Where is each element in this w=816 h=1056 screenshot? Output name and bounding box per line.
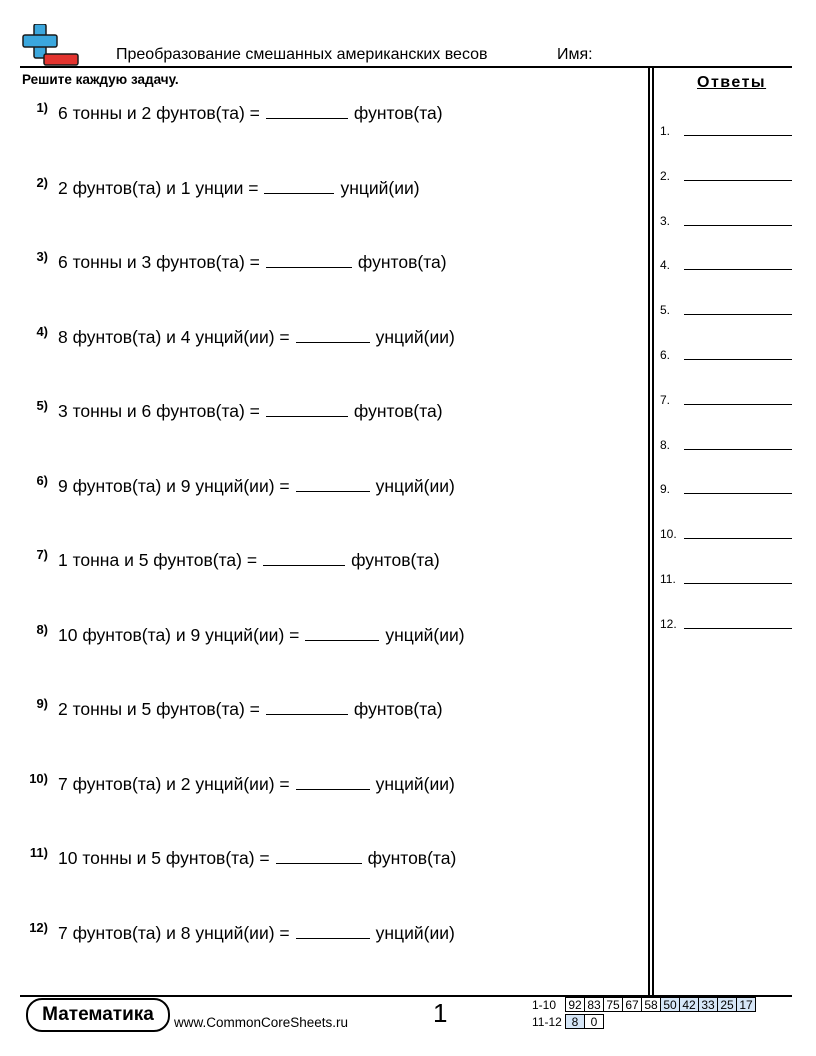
score-row-label: 1-10 <box>532 998 557 1012</box>
site-url: www.CommonCoreSheets.ru <box>174 1015 349 1030</box>
problem-11 <box>20 847 456 871</box>
score-cell: 33 <box>698 997 718 1012</box>
problem-7 <box>20 549 440 573</box>
problem-6 <box>20 472 455 499</box>
problem-12 <box>20 919 455 946</box>
answer-number: 5. <box>660 303 671 318</box>
problem-expression: 10 тонны и 5 фунтов(та) = <box>58 848 270 868</box>
answer-blank[interactable] <box>263 549 345 566</box>
answer-blank[interactable] <box>276 847 362 864</box>
problem-unit: фунтов(та) <box>353 401 443 421</box>
answer-row-1 <box>660 122 792 138</box>
answer-blank[interactable] <box>296 326 370 343</box>
answer-row-11 <box>660 570 792 586</box>
problem-number: 9) <box>36 696 48 711</box>
problem-9 <box>20 698 443 722</box>
header-divider <box>20 66 792 68</box>
answer-number: 11. <box>660 572 676 586</box>
score-row-label: 11-12 <box>532 1015 562 1029</box>
problem-number: 6) <box>36 472 48 488</box>
problem-text <box>58 625 465 645</box>
answer-blank[interactable] <box>266 698 348 715</box>
problem-4 <box>20 323 455 350</box>
answer-blank[interactable] <box>266 102 348 119</box>
answer-line[interactable] <box>684 449 792 450</box>
problem-number: 7) <box>36 547 48 562</box>
problem-number: 4) <box>36 323 48 339</box>
score-cell: 8 <box>565 1014 585 1029</box>
answer-row-2 <box>660 167 792 183</box>
problem-expression: 10 фунтов(та) и 9 унций(ии) = <box>58 624 300 645</box>
score-cell: 0 <box>584 1014 604 1029</box>
problem-expression: 6 тонны и 3 фунтов(та) = <box>58 252 260 272</box>
problem-unit: унций(ии) <box>375 475 455 496</box>
problem-expression: 9 фунтов(та) и 9 унций(ии) = <box>58 475 290 496</box>
problem-unit: фунтов(та) <box>357 252 447 272</box>
problem-number: 1) <box>36 100 48 115</box>
score-cell: 67 <box>622 997 642 1012</box>
problem-number: 3) <box>36 249 48 264</box>
problem-text <box>58 699 443 719</box>
problem-1 <box>20 102 443 126</box>
problem-number: 11) <box>29 845 48 860</box>
problem-unit: унций(ии) <box>385 624 465 645</box>
problem-expression: 6 тонны и 2 фунтов(та) = <box>58 103 260 123</box>
problem-expression: 3 тонны и 6 фунтов(та) = <box>58 401 260 421</box>
problem-8 <box>20 621 465 648</box>
score-cell: 17 <box>736 997 756 1012</box>
problem-unit: фунтов(та) <box>353 103 443 123</box>
problem-text <box>58 848 456 868</box>
problem-10 <box>20 770 455 797</box>
problem-expression: 7 фунтов(та) и 2 унций(ии) = <box>58 773 290 794</box>
problem-text <box>58 550 440 570</box>
problem-text <box>58 252 447 272</box>
problem-unit: унций(ии) <box>375 773 455 794</box>
answer-line[interactable] <box>684 628 792 629</box>
answer-line[interactable] <box>684 583 792 584</box>
problem-expression: 2 фунтов(та) и 1 унции = <box>58 177 259 198</box>
answer-number: 10. <box>660 527 677 542</box>
answer-number: 1. <box>660 124 671 138</box>
answer-line[interactable] <box>684 314 792 315</box>
math-logo-icon <box>22 24 80 68</box>
answer-number: 3. <box>660 213 671 228</box>
page-number: 1 <box>433 998 448 1028</box>
problem-2 <box>20 174 420 201</box>
answer-blank[interactable] <box>266 400 348 417</box>
answer-row-4 <box>660 256 792 272</box>
answers-title: Ответы <box>697 74 767 91</box>
problem-number: 2) <box>36 174 48 190</box>
answer-blank[interactable] <box>266 251 352 268</box>
column-divider-left <box>648 67 650 996</box>
problem-unit: унций(ии) <box>375 922 455 943</box>
brand-badge: Математика <box>26 998 170 1032</box>
answer-line[interactable] <box>684 493 792 494</box>
answer-row-3 <box>660 212 792 228</box>
answer-blank[interactable] <box>296 475 370 492</box>
answer-number: 4. <box>660 258 671 273</box>
problem-expression: 7 фунтов(та) и 8 унций(ии) = <box>58 922 290 943</box>
problem-number: 5) <box>36 398 48 413</box>
answer-number: 6. <box>660 348 671 362</box>
problem-text <box>58 401 443 421</box>
problem-number: 8) <box>36 621 48 637</box>
problem-number: 12) <box>29 919 48 935</box>
problem-unit: унций(ии) <box>340 177 420 198</box>
problem-text <box>58 923 455 943</box>
answer-row-6 <box>660 346 792 362</box>
score-cell: 92 <box>565 997 585 1012</box>
problem-number: 10) <box>29 770 48 786</box>
problem-text <box>58 327 455 347</box>
problem-unit: фунтов(та) <box>353 699 443 719</box>
problem-unit: унций(ии) <box>375 326 455 347</box>
problem-text <box>58 774 455 794</box>
answer-row-9 <box>660 480 792 496</box>
answer-number: 8. <box>660 437 671 452</box>
problem-expression: 8 фунтов(та) и 4 унций(ии) = <box>58 326 290 347</box>
answer-line[interactable] <box>684 538 792 539</box>
score-cell: 83 <box>584 997 604 1012</box>
score-cell: 42 <box>679 997 699 1012</box>
answer-line[interactable] <box>684 404 792 405</box>
answer-row-10 <box>660 525 792 541</box>
answer-number: 12. <box>660 616 677 631</box>
answer-blank[interactable] <box>264 177 334 194</box>
problem-text <box>58 178 420 198</box>
score-cell: 58 <box>641 997 661 1012</box>
problem-3 <box>20 251 447 275</box>
problem-text <box>58 103 443 123</box>
answer-line[interactable] <box>684 135 792 136</box>
answer-line[interactable] <box>684 225 792 226</box>
answer-row-12 <box>660 615 792 631</box>
answer-line[interactable] <box>684 269 792 270</box>
answer-blank[interactable] <box>305 624 379 641</box>
problem-text <box>58 476 455 496</box>
answer-blank[interactable] <box>296 773 370 790</box>
answer-line[interactable] <box>684 359 792 360</box>
name-label: Имя: <box>557 46 593 63</box>
worksheet-title: Преобразование смешанных американских весов <box>116 46 488 63</box>
answer-line[interactable] <box>684 180 792 181</box>
problem-5 <box>20 400 443 424</box>
problem-unit: фунтов(та) <box>367 848 457 868</box>
answer-row-7 <box>660 391 792 407</box>
answer-row-8 <box>660 436 792 452</box>
answer-number: 7. <box>660 392 671 407</box>
score-cell: 75 <box>603 997 623 1012</box>
score-cell: 25 <box>717 997 737 1012</box>
answer-number: 2. <box>660 168 671 183</box>
problem-expression: 2 тонны и 5 фунтов(та) = <box>58 699 260 719</box>
instructions: Решите каждую задачу. <box>22 72 179 87</box>
score-cell: 50 <box>660 997 680 1012</box>
answer-blank[interactable] <box>296 922 370 939</box>
problem-unit: фунтов(та) <box>351 550 440 570</box>
answer-row-5 <box>660 301 792 317</box>
problem-expression: 1 тонна и 5 фунтов(та) = <box>58 550 258 570</box>
column-divider-right <box>652 67 654 996</box>
answer-number: 9. <box>660 482 671 497</box>
